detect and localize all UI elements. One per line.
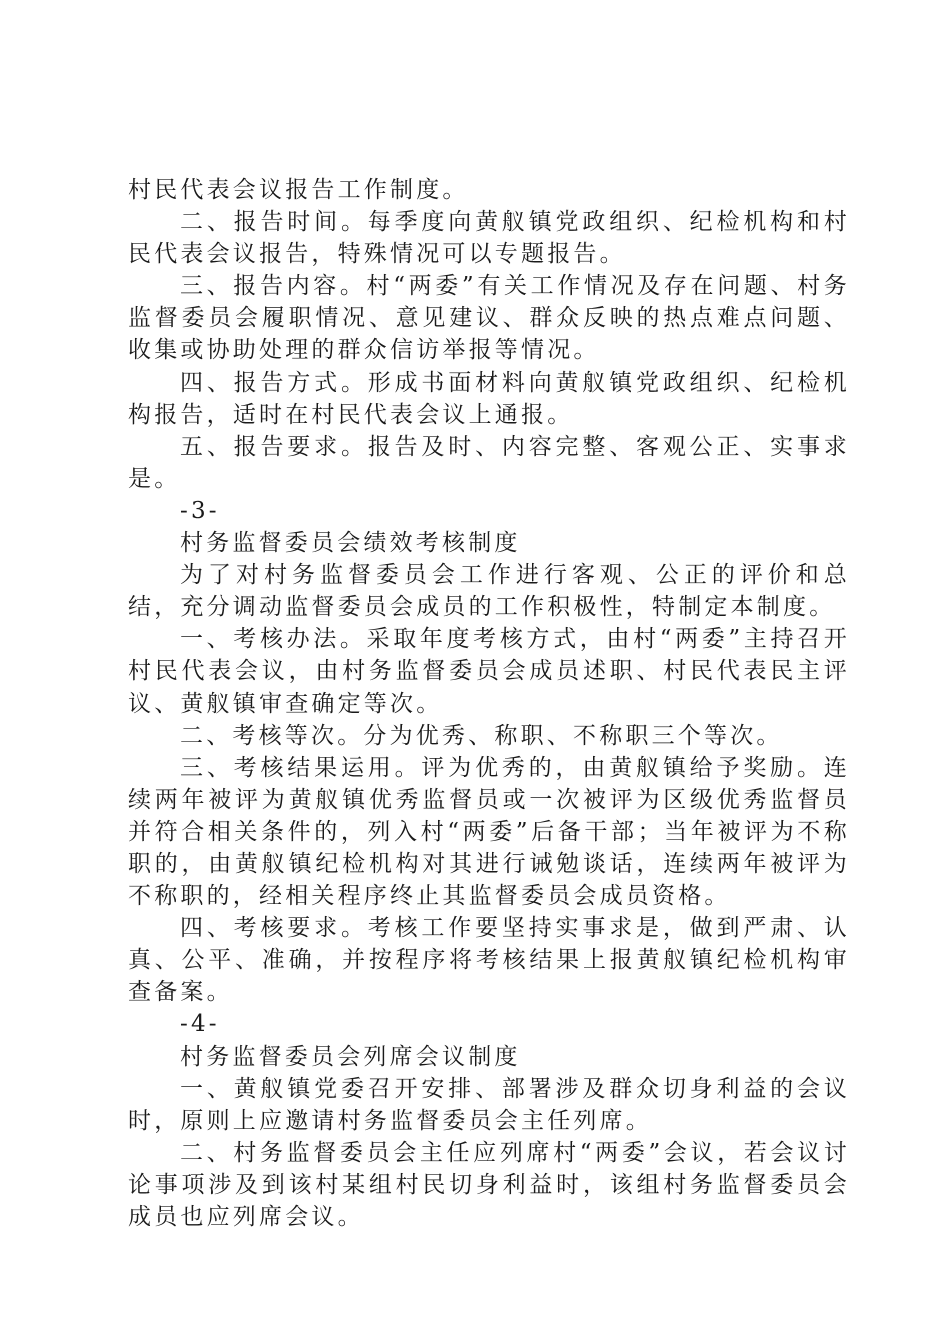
paragraph-report-method: 四、报告方式。形成书面材料向黄舣镇党政组织、纪检机构报告，适时在村民代表会议上通报。 — [128, 369, 850, 428]
paragraph-assessment-results: 三、考核结果运用。评为优秀的，由黄舣镇给予奖励。连续两年被评为黄舣镇优秀监督员或一次被评为区级优秀监督员并符合相关条件的，列入村“两委”后备干部；当年被评为不称职的，由黄舣镇纪检机构对其进行诫勉谈话，连续两年被评为不称职的，经相关程序终止其监督委员会成员资格。 — [128, 754, 850, 910]
page-number: -3- — [180, 497, 220, 524]
paragraph-attendance-village: 二、村务监督委员会主任应列席村“两委”会议，若会议讨论事项涉及到该村某组村民切身利益时，该组村务监督委员会成员也应列席会议。 — [128, 1139, 850, 1230]
paragraph-assessment-method: 一、考核办法。采取年度考核方式，由村“两委”主持召开村民代表会议，由村务监督委员会成员述职、村民代表民主评议、黄舣镇审查确定等次。 — [128, 626, 850, 717]
paragraph-assessment-grades: 二、考核等次。分为优秀、称职、不称职三个等次。 — [180, 722, 783, 749]
paragraph-attendance-town: 一、黄舣镇党委召开安排、部署涉及群众切身利益的会议时，原则上应邀请村务监督委员会主任列席。 — [128, 1075, 850, 1134]
paragraph-report-requirements: 五、报告要求。报告及时、内容完整、客观公正、实事求是。 — [128, 433, 850, 492]
paragraph-purpose: 为了对村务监督委员会工作进行客观、公正的评价和总结，充分调动监督委员会成员的工作积极性，特制定本制度。 — [128, 562, 850, 621]
section-heading: 村务监督委员会绩效考核制度 — [180, 530, 521, 557]
page-number: -4- — [180, 1011, 220, 1038]
paragraph-report-time: 二、报告时间。每季度向黄舣镇党政组织、纪检机构和村民代表会议报告，特殊情况可以专题报告。 — [128, 209, 850, 268]
document-body — [128, 174, 850, 1233]
paragraph-assessment-requirements: 四、考核要求。考核工作要坚持实事求是，做到严肃、认真、公平、准确，并按程序将考核结果上报黄舣镇纪检机构审查备案。 — [128, 915, 850, 1006]
paragraph-report-content: 三、报告内容。村“两委”有关工作情况及存在问题、村务监督委员会履职情况、意见建议、群众反映的热点难点问题、收集或协助处理的群众信访举报等情况。 — [128, 273, 850, 364]
section-heading: 村务监督委员会列席会议制度 — [180, 1043, 521, 1070]
paragraph-continuation: 村民代表会议报告工作制度。 — [128, 177, 469, 203]
